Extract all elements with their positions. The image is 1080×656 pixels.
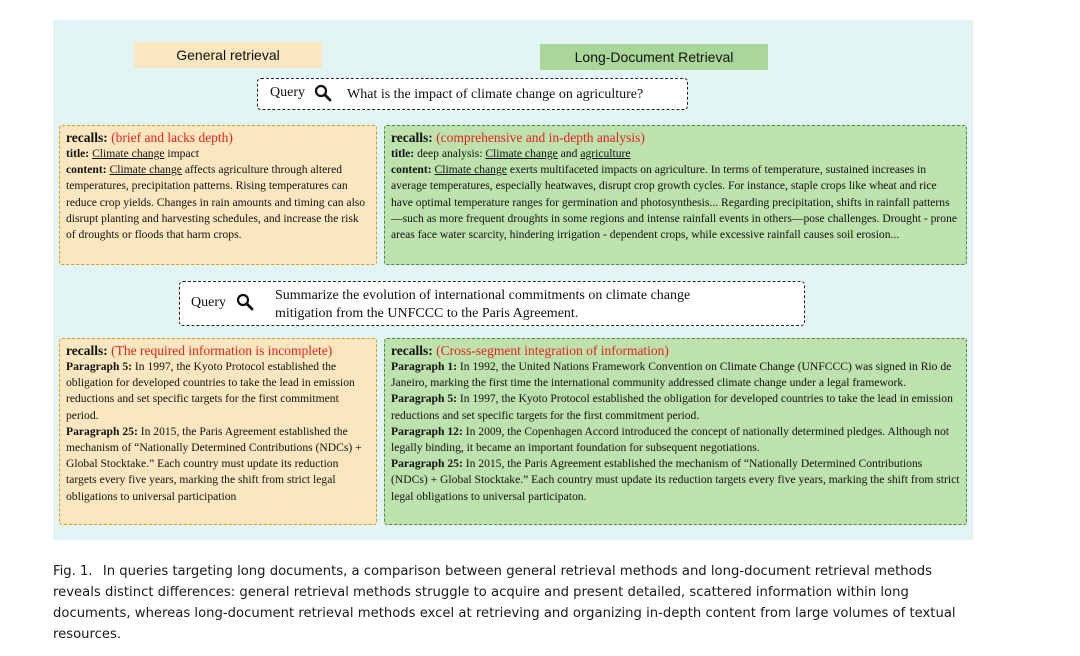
general-retrieval-label: General retrieval bbox=[134, 42, 322, 68]
recall-title bbox=[66, 146, 370, 162]
paragraph-label: Paragraph 5: bbox=[391, 392, 458, 406]
recalls-keyword: recalls: bbox=[391, 343, 433, 358]
general-recall-panel-1 bbox=[59, 125, 377, 265]
recalls-header bbox=[391, 342, 960, 359]
paragraph-label: Paragraph 25: bbox=[391, 457, 463, 471]
recall-title bbox=[391, 146, 960, 162]
title-label: title: bbox=[66, 147, 90, 160]
query-box-2 bbox=[179, 281, 805, 326]
recalls-header bbox=[66, 342, 370, 359]
paragraph-item bbox=[391, 359, 960, 391]
paragraph-label: Paragraph 25: bbox=[66, 424, 138, 438]
title-rest: impact bbox=[164, 147, 199, 160]
paragraph-item bbox=[66, 359, 370, 424]
recalls-note: (Cross-segment integration of information) bbox=[436, 343, 669, 358]
title-prefix: deep analysis: bbox=[414, 147, 486, 160]
long-document-retrieval-label: Long-Document Retrieval bbox=[540, 44, 768, 70]
figure-label: Fig. 1. bbox=[53, 564, 93, 579]
paragraph-label: Paragraph 5: bbox=[66, 360, 133, 373]
recalls-note: (comprehensive and in-depth analysis) bbox=[436, 130, 645, 145]
recalls-header bbox=[66, 129, 370, 146]
caption-text: In queries targeting long documents, a comparison between general retrieval methods and long-document retrieval methods reveals distinct differences: general retrieval methods struggle to acquire and present detailed, scattered information within long documents, whereas long-document retrieval methods excel at retrieving and organizing in-depth content from large volumes of textual resources. bbox=[53, 564, 956, 642]
paragraph-text: In 1997, the Kyoto Protocol established the obligation for developed countries to take the lead in emission reductions and set specific targets for the first commitment period. bbox=[391, 392, 953, 422]
paragraph-text: In 2015, the Paris Agreement established the mechanism of “Nationally Determined Contributions (NDCs) + Global Stocktake.” Each country must update its reduction targets every five years, marking the shift from strict legal obligations to universal participaton. bbox=[391, 457, 960, 503]
paragraph-item bbox=[66, 424, 370, 505]
content-keyword: Climate change bbox=[434, 163, 507, 177]
content-label: content: bbox=[66, 163, 107, 177]
query-label: Query bbox=[191, 295, 226, 310]
content-text: affects agriculture through altered temperatures, precipitation patterns. Rising temperatures can reduce crop yields. Changes in rain amounts and timing can also disrupt planting and harvesting schedules, and increase the risk of droughts or floods that harm crops. bbox=[66, 163, 366, 242]
paragraph-text: In 1997, the Kyoto Protocol established the obligation for developed countries to take the lead in emission reductions and set specific targets for the first commitment period. bbox=[66, 360, 355, 422]
recalls-keyword: recalls: bbox=[66, 130, 108, 145]
paragraph-item bbox=[391, 424, 960, 456]
query-label: Query bbox=[270, 85, 305, 100]
query-text: What is the impact of climate change on agriculture? bbox=[347, 87, 644, 102]
recalls-note: (brief and lacks depth) bbox=[111, 130, 233, 145]
general-recall-panel-2 bbox=[59, 338, 377, 525]
recalls-header bbox=[391, 129, 960, 146]
content-text: exerts multifaceted impacts on agriculture. In terms of temperature, sustained increases in average temperatures, especially heatwaves, disrupt crop growth cycles. For instance, staple crops like wheat and rice have optimal temperature ranges for germination and photosynthesis... Regarding precipitation, shifts in rainfall patterns—such as more frequent droughts in some regions and intense rainfall events in others—pose challenges. Drought - prone areas face water scarcity, hindering irrigation - dependent crops, while excessive rainfall causes soil erosion... bbox=[391, 163, 958, 242]
magnifier-icon bbox=[314, 84, 332, 102]
title-keyword: Climate change bbox=[92, 147, 165, 160]
title-keyword-2: agriculture bbox=[580, 147, 631, 160]
paragraph-item bbox=[391, 391, 960, 423]
figure-caption bbox=[53, 561, 978, 645]
paragraph-text: In 1992, the United Nations Framework Convention on Climate Change (UNFCCC) was signed in Rio de Janeiro, marking the first time the international community addressed climate change under a legal framework. bbox=[391, 360, 952, 390]
query-text-line-2: mitigation from the UNFCCC to the Paris Agreement. bbox=[275, 306, 579, 321]
recall-content bbox=[391, 162, 960, 243]
recalls-keyword: recalls: bbox=[66, 343, 108, 358]
paragraph-item bbox=[391, 456, 960, 505]
long-doc-recall-panel-1 bbox=[384, 125, 967, 265]
query-box-1 bbox=[257, 78, 688, 110]
magnifier-icon bbox=[236, 293, 254, 311]
long-doc-recall-panel-2 bbox=[384, 338, 967, 525]
title-conjunction: and bbox=[557, 147, 581, 160]
recalls-note: (The required information is incomplete) bbox=[111, 343, 333, 358]
recalls-keyword: recalls: bbox=[391, 130, 433, 145]
paragraph-label: Paragraph 12: bbox=[391, 424, 463, 438]
recall-content bbox=[66, 162, 370, 243]
title-label: title: bbox=[391, 147, 415, 160]
query-text-line-1: Summarize the evolution of international commitments on climate change bbox=[275, 288, 691, 303]
content-keyword: Climate change bbox=[109, 163, 182, 177]
paragraph-text: In 2009, the Copenhagen Accord introduced the concept of nationally determined pledges. Although not legally binding, it became an important foundation for subsequent negotiations. bbox=[391, 424, 949, 455]
content-label: content: bbox=[391, 163, 432, 177]
title-keyword-1: Climate change bbox=[485, 147, 558, 160]
paragraph-text: In 2015, the Paris Agreement established the mechanism of “Nationally Determined Contributions (NDCs) + Global Stocktake.” Each country must update its reduction targets every five years, marking the shift from strict legal obligations to universal participation bbox=[66, 424, 362, 503]
paragraph-label: Paragraph 1: bbox=[391, 360, 458, 373]
